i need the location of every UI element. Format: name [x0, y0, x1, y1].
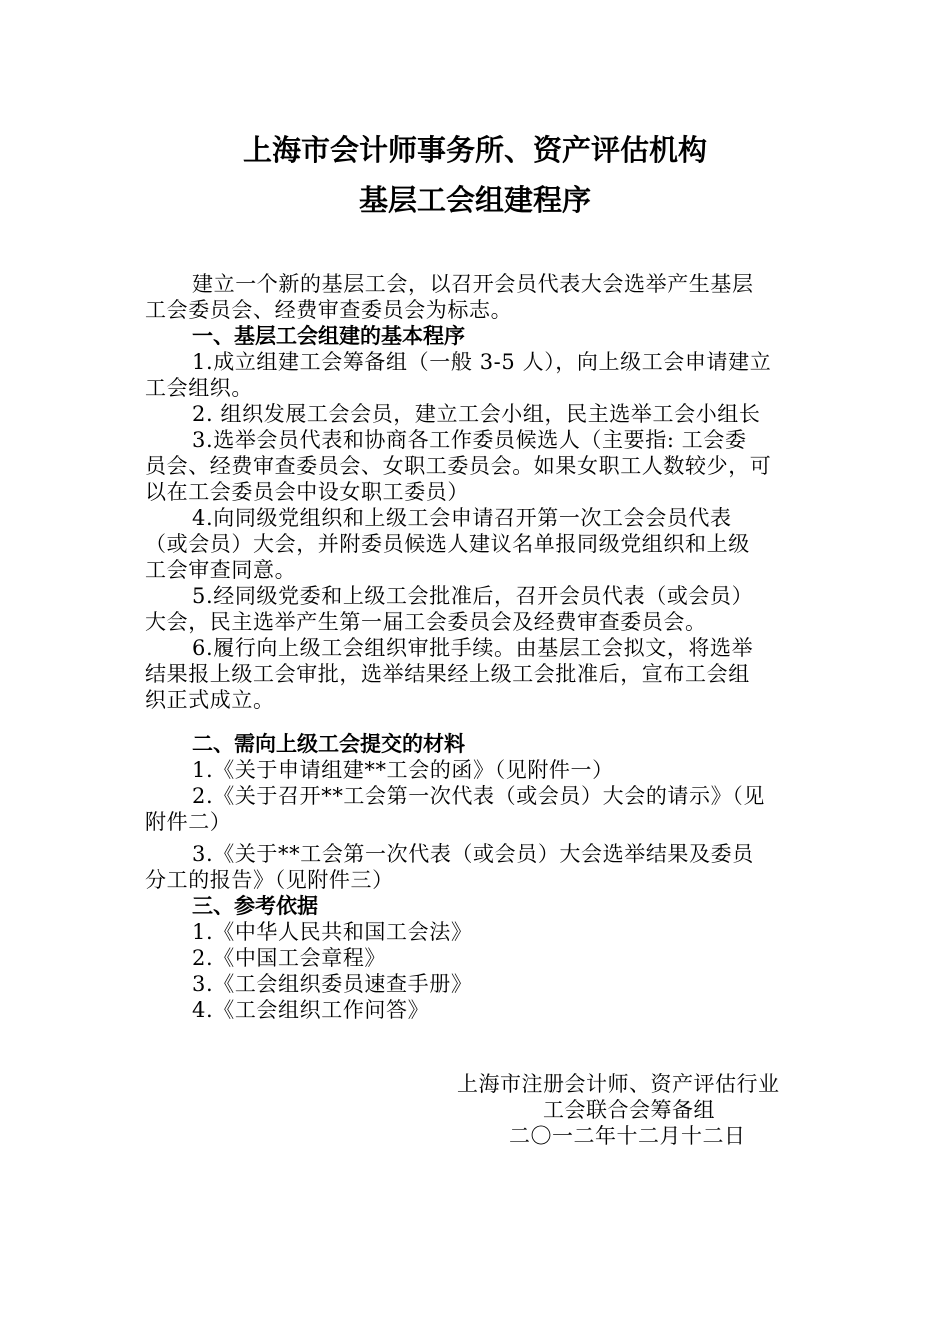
section1-line: （或会员）大会，并附委员候选人建议名单报同级党组织和上级 [145, 532, 750, 556]
section3-line: 3.《工会组织委员速查手册》 [192, 972, 473, 996]
section1-line: 织正式成立。 [145, 688, 275, 712]
section3-heading: 三、参考依据 [192, 894, 318, 918]
document-title-line2: 基层工会组建程序 [358, 183, 591, 217]
section2-line: 分工的报告》（见附件三） [145, 868, 394, 892]
section1-line: 工会审查同意。 [145, 558, 297, 582]
section1-line: 1.成立组建工会筹备组（一般 3-5 人），向上级工会申请建立 [192, 350, 772, 374]
section1-line: 大会，民主选举产生第一届工会委员会及经费审查委员会。 [145, 610, 707, 634]
section3-line: 2.《中国工会章程》 [192, 946, 387, 970]
signature-org-line1: 上海市注册会计师、资产评估行业 [457, 1072, 780, 1096]
section2-heading: 二、需向上级工会提交的材料 [192, 732, 465, 756]
intro-line-2: 工会委员会、经费审查委员会为标志。 [145, 298, 513, 322]
section1-line: 员会、经费审查委员会、女职工委员会。如果女职工人数较少，可 [145, 454, 772, 478]
intro-line-1: 建立一个新的基层工会，以召开会员代表大会选举产生基层 [192, 272, 754, 296]
section1-line: 3.选举会员代表和协商各工作委员候选人（主要指: 工会委 [192, 428, 747, 452]
signature-date: 二〇一二年十二月十二日 [509, 1124, 746, 1148]
section1-heading: 一、基层工会组建的基本程序 [192, 324, 465, 348]
section1-line: 4.向同级党组织和上级工会申请召开第一次工会会员代表 [192, 506, 732, 530]
section1-line: 5.经同级党委和上级工会批准后，召开会员代表（或会员） [192, 584, 754, 608]
section2-line: 附件二） [145, 810, 232, 834]
section1-line: 2. 组织发展工会会员，建立工会小组，民主选举工会小组长 [192, 402, 761, 426]
section1-line: 工会组织。 [145, 376, 253, 400]
section1-line: 以在工会委员会中设女职工委员） [145, 480, 469, 504]
signature-org-line2: 工会联合会筹备组 [543, 1098, 715, 1122]
section2-line: 2.《关于召开**工会第一次代表（或会员）大会的请示》（见 [192, 784, 765, 808]
document-title-line1: 上海市会计师事务所、资产评估机构 [242, 133, 707, 167]
section2-line: 1.《关于申请组建**工会的函》（见附件一） [192, 758, 614, 782]
section1-line: 结果报上级工会审批，选举结果经上级工会批准后，宣布工会组 [145, 662, 750, 686]
section3-line: 1.《中华人民共和国工会法》 [192, 920, 473, 944]
section2-line: 3.《关于**工会第一次代表（或会员）大会选举结果及委员 [192, 842, 754, 866]
section1-line: 6.履行向上级工会组织审批手续。由基层工会拟文，将选举 [192, 636, 754, 660]
section3-line: 4.《工会组织工作问答》 [192, 998, 430, 1022]
